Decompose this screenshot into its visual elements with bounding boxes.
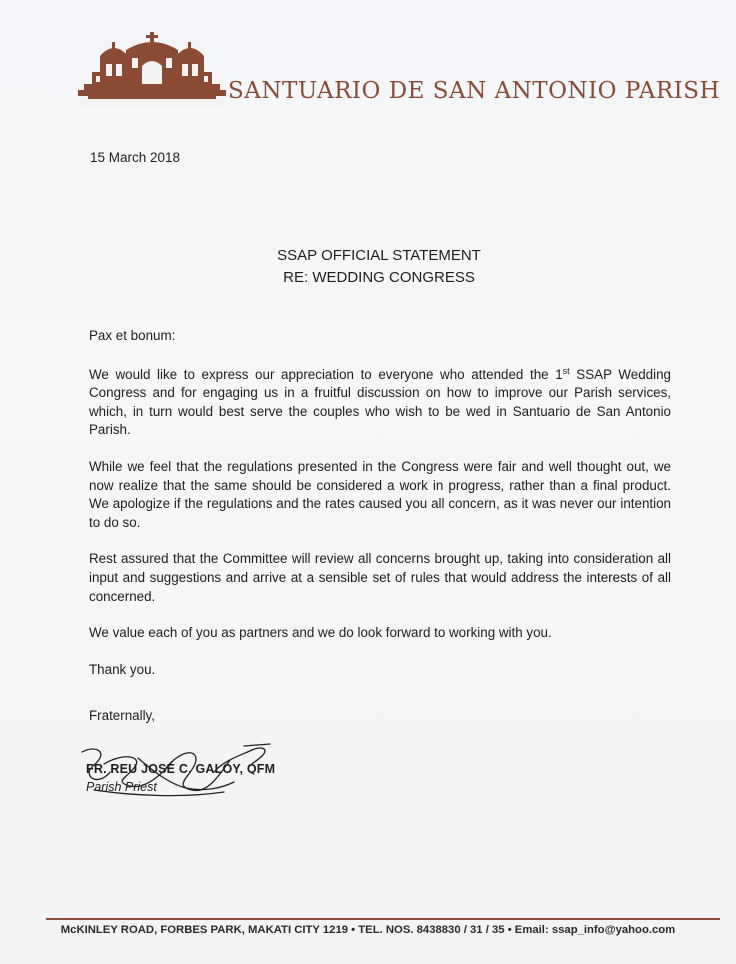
valediction: Fraternally, <box>89 708 155 723</box>
letter-date: 15 March 2018 <box>90 150 181 165</box>
subject-title: SSAP OFFICIAL STATEMENT <box>277 247 481 264</box>
paragraph-appreciation <box>89 366 671 440</box>
paragraph-apology: While we feel that the regulations presented in the Congress were fair and well thought out, we now realize that the same should be considered a work in progress, rather than a final product. We apologize if the regulations and the rates caused you all concern, as it was never our intention to do so. <box>89 458 671 530</box>
handwritten-signature <box>74 742 284 802</box>
footer-address: McKINLEY ROAD, FORBES PARK, MAKATI CITY 1219 • TEL. NOS. 8438830 / 31 / 35 • Email: ssap_info@yahoo.com <box>60 924 676 936</box>
subject-block <box>0 245 736 289</box>
subject-regarding: RE: WEDDING CONGRESS <box>283 269 475 286</box>
parish-name: SANTUARIO DE SAN ANTONIO PARISH <box>228 78 721 104</box>
paragraph-text: We would like to express our appreciation to everyone who attended the 1 <box>89 366 563 382</box>
church-facade-icon <box>78 32 226 106</box>
signature-block <box>74 742 284 802</box>
paragraph-partners: We value each of you as partners and we do look forward to working with you. <box>89 625 552 641</box>
greeting: Pax et bonum: <box>89 328 176 343</box>
paragraph-review: Rest assured that the Committee will review all concerns brought up, taking into consideration all input and suggestions and arrive at a sensible set of rules that would address the interests of all concerned. <box>89 551 671 604</box>
footer-divider <box>46 918 720 920</box>
signer-name: FR. REU JOSE C. GALOY, OFM <box>86 762 276 776</box>
ordinal-superscript: st <box>562 365 570 376</box>
paragraph-text: SSAP Wedding Congress and for engaging us in a fruitful discussion on how to improve our Parish services, which, in turn would best serve the couples who wish to be wed in Santuario de San Antonio Parish. <box>89 366 671 438</box>
signer-title: Parish Priest <box>86 780 157 794</box>
thank-you: Thank you. <box>89 661 156 677</box>
letter-body <box>89 327 671 697</box>
